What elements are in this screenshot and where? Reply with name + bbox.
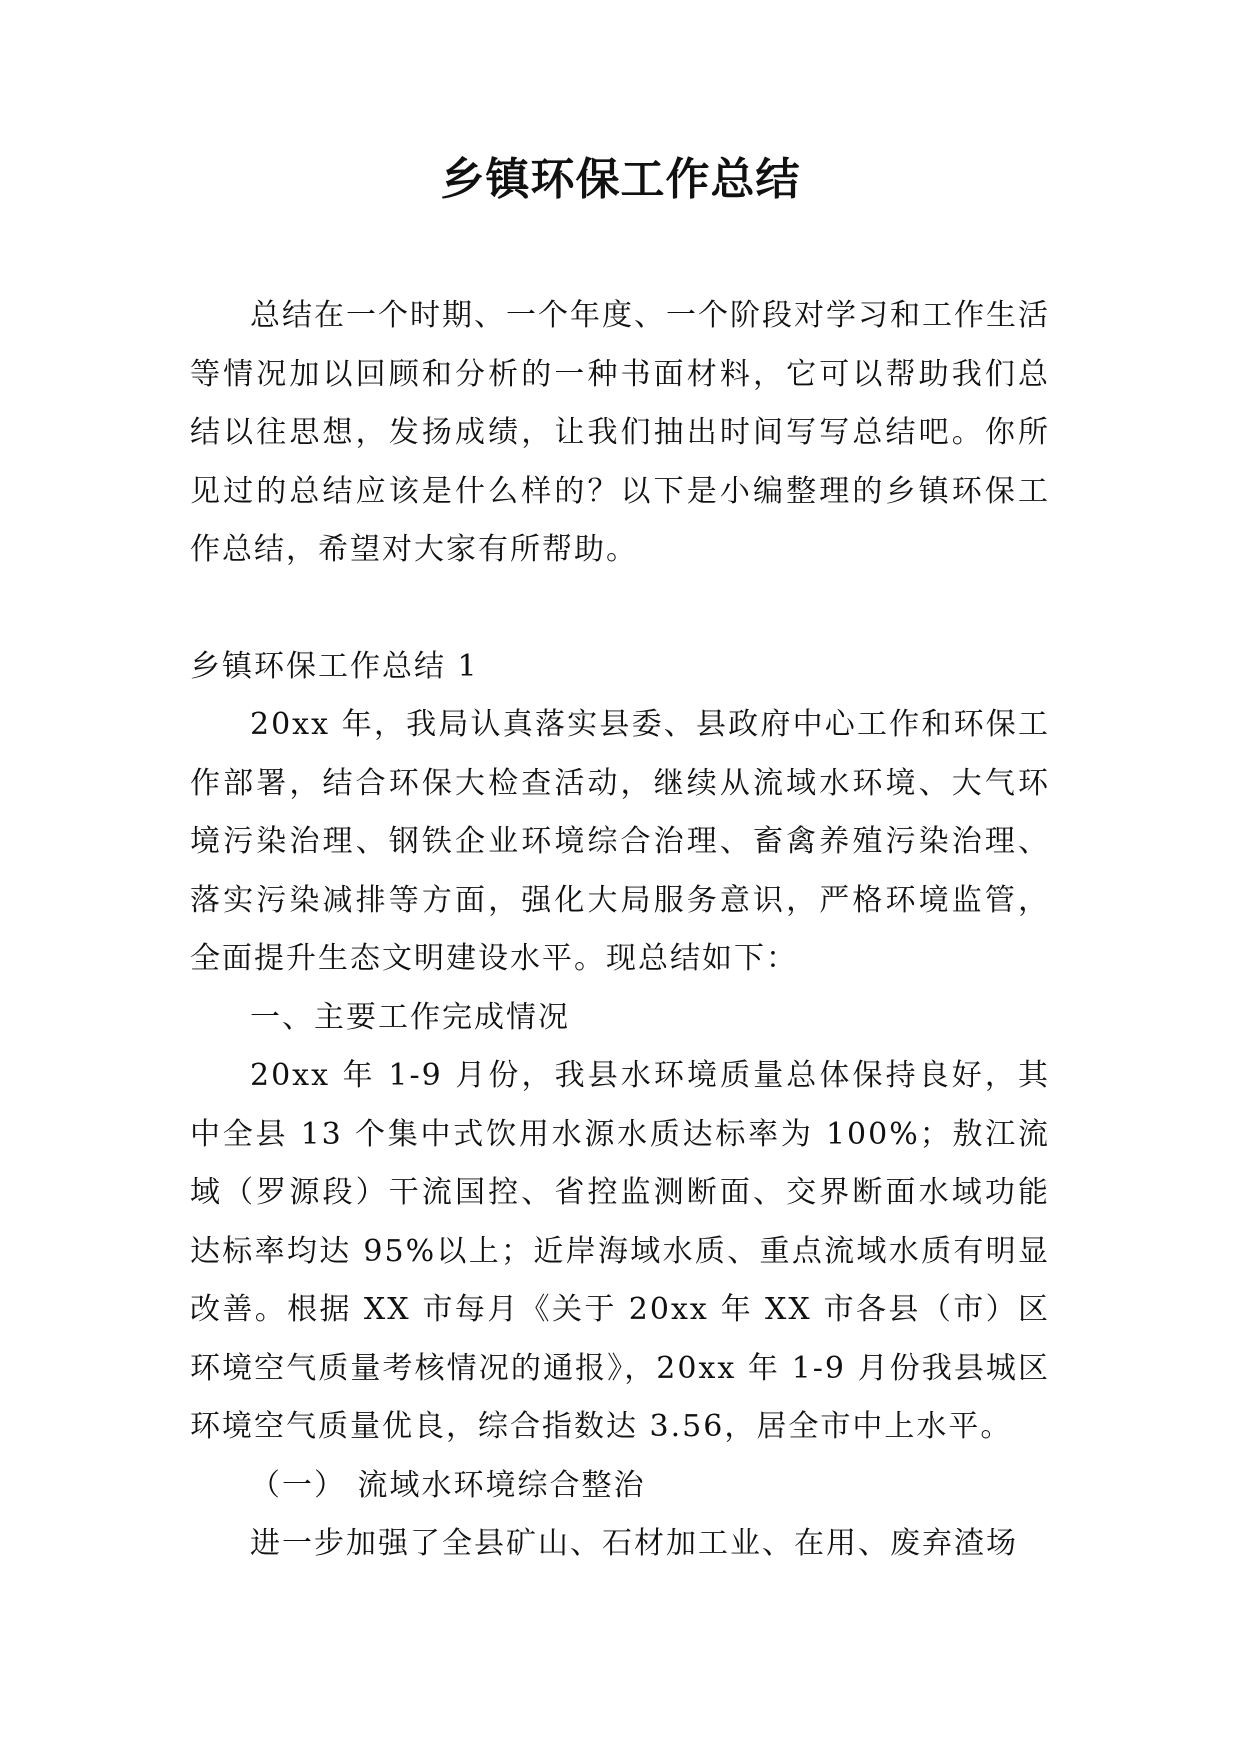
section-heading: 乡镇环保工作总结 1 <box>190 648 479 684</box>
document-body <box>190 287 1050 1574</box>
paragraph-environment-quality: 20xx 年 1-9 月份，我县水环境质量总体保持良好，其中全县 13 个集中式饮用水源水质达标率为 100%；敖江流域（罗源段）干流国控、省控监测断面、交界断面水域功能达标率均达 95%以上；近岸海域水质、重点流域水质有明显改善。根据 XX 市每月《关于 20xx 年 XX 市各县（市）区环境空气质量考核情况的通报》，20xx 年 1-9 月份我县城区环境空气质量优良，综合指数达 3.56，居全市中上水平。 <box>190 1058 1050 1444</box>
paragraph-mining-control: 进一步加强了全县矿山、石材加工业、在用、废弃渣场 <box>250 1526 1018 1561</box>
document-title: 乡镇环保工作总结 <box>440 154 801 205</box>
paragraph-work-deployment: 20xx 年，我局认真落实县委、县政府中心工作和环保工作部署，结合环保大检查活动，继续从流域水环境、大气环境污染治理、钢铁企业环境综合治理、畜禽养殖污染治理、落实污染减排等方面，强化大局服务意识，严格环境监管，全面提升生态文明建设水平。现总结如下： <box>190 707 1050 976</box>
intro-paragraph: 总结在一个时期、一个年度、一个阶段对学习和工作生活等情况加以回顾和分析的一种书面材料，它可以帮助我们总结以往思想，发扬成绩，让我们抽出时间写写总结吧。你所见过的总结应该是什么样的？以下是小编整理的乡镇环保工作总结，希望对大家有所帮助。 <box>190 298 1050 567</box>
heading-watershed-remediation: （一） 流域水环境综合整治 <box>250 1467 646 1503</box>
paragraph-gap <box>190 580 1050 638</box>
heading-main-work: 一、主要工作完成情况 <box>250 999 570 1035</box>
